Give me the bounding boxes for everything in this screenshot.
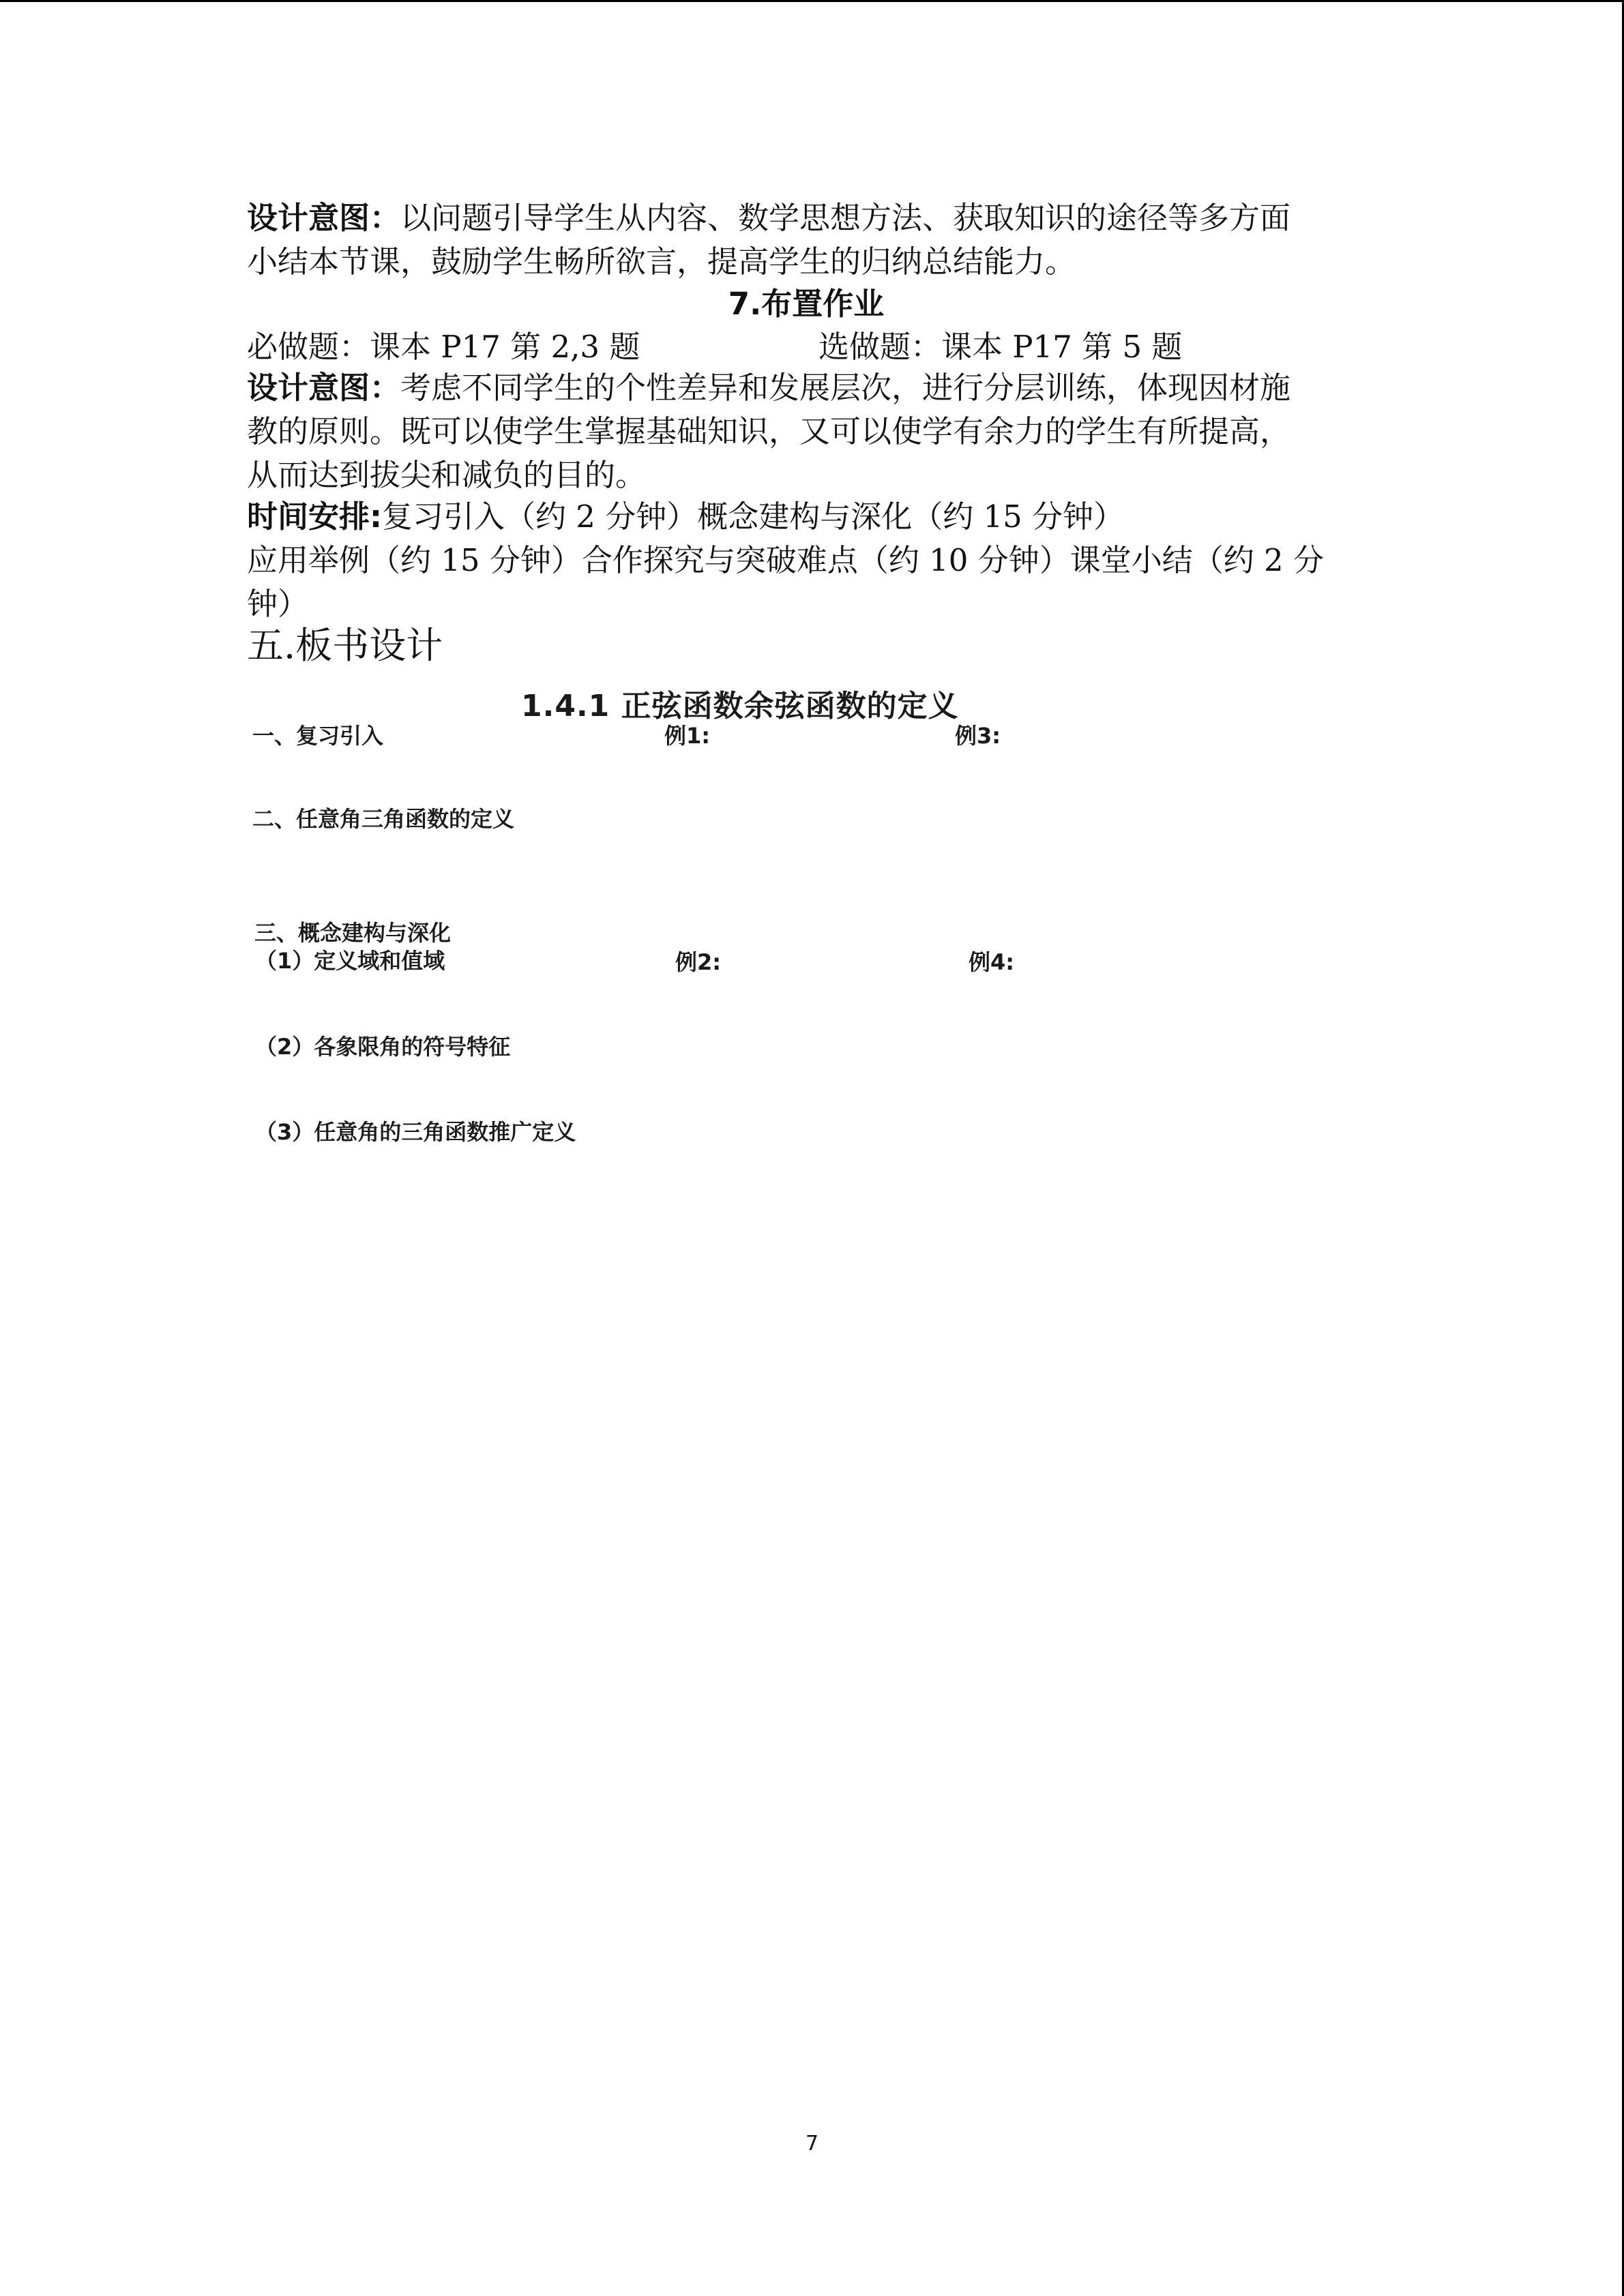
schedule-text: 复习引入（约 2 分钟）概念建构与深化（约 15 分钟） [382,498,1125,535]
design-intent-2-line-3: 从而达到拔尖和减负的目的。 [247,457,647,493]
schedule-line-3: 钟） [247,586,309,622]
design-intent-line-2: 小结本节课，鼓励学生畅所欲言，提高学生的归纳总结能力。 [247,243,1076,280]
required-homework: 必做题：课本 P17 第 2,3 题 [247,329,640,365]
section-heading-board-design: 五.板书设计 [247,624,443,667]
board-generalized-definition: （3）任意角的三角函数推广定义 [255,1119,576,1145]
design-intent-paragraph-2 [247,366,1365,497]
design-intent-2-text: 考虑不同学生的个性差异和发展层次，进行分层训练，体现因材施 [400,370,1291,406]
page-number: 7 [805,2132,819,2156]
design-intent-line-1 [247,196,1365,240]
homework-heading: 7.布置作业 [728,286,885,322]
page-top-border [0,0,1624,2]
design-intent-2-label: 设计意图： [247,370,401,406]
schedule-line-2: 应用举例（约 15 分钟）合作探究与突破难点（约 10 分钟）课堂小结（约 2 分 [247,542,1324,578]
board-example-1: 例1: [664,723,711,749]
schedule-line-1 [247,495,1365,539]
board-example-4: 例4: [969,949,1015,975]
board-example-3: 例3: [955,723,1001,749]
design-intent-2-line-1 [247,366,1365,410]
design-intent-text: 以问题引导学生从内容、数学思想方法、获取知识的途径等多方面 [400,200,1291,236]
homework-line [247,325,1365,369]
board-title: 1.4.1 正弦函数余弦函数的定义 [521,689,959,724]
schedule-label: 时间安排: [247,498,382,535]
board-domain-range: （1）定义域和值域 [255,948,445,974]
board-quadrant-signs: （2）各象限角的符号特征 [255,1034,511,1060]
board-review: 一、复习引入 [252,723,384,749]
design-intent-2-line-2: 教的原则。既可以使学生掌握基础知识，又可以使学有余力的学生有所提高， [247,413,1291,449]
design-intent-paragraph-1 [247,196,1365,284]
optional-homework: 选做题：课本 P17 第 5 题 [818,329,1183,365]
board-definition: 二、任意角三角函数的定义 [252,806,515,832]
board-concept: 三、概念建构与深化 [254,920,452,946]
time-schedule [247,495,1365,626]
design-intent-label: 设计意图： [247,200,401,236]
board-example-2: 例2: [675,949,722,975]
